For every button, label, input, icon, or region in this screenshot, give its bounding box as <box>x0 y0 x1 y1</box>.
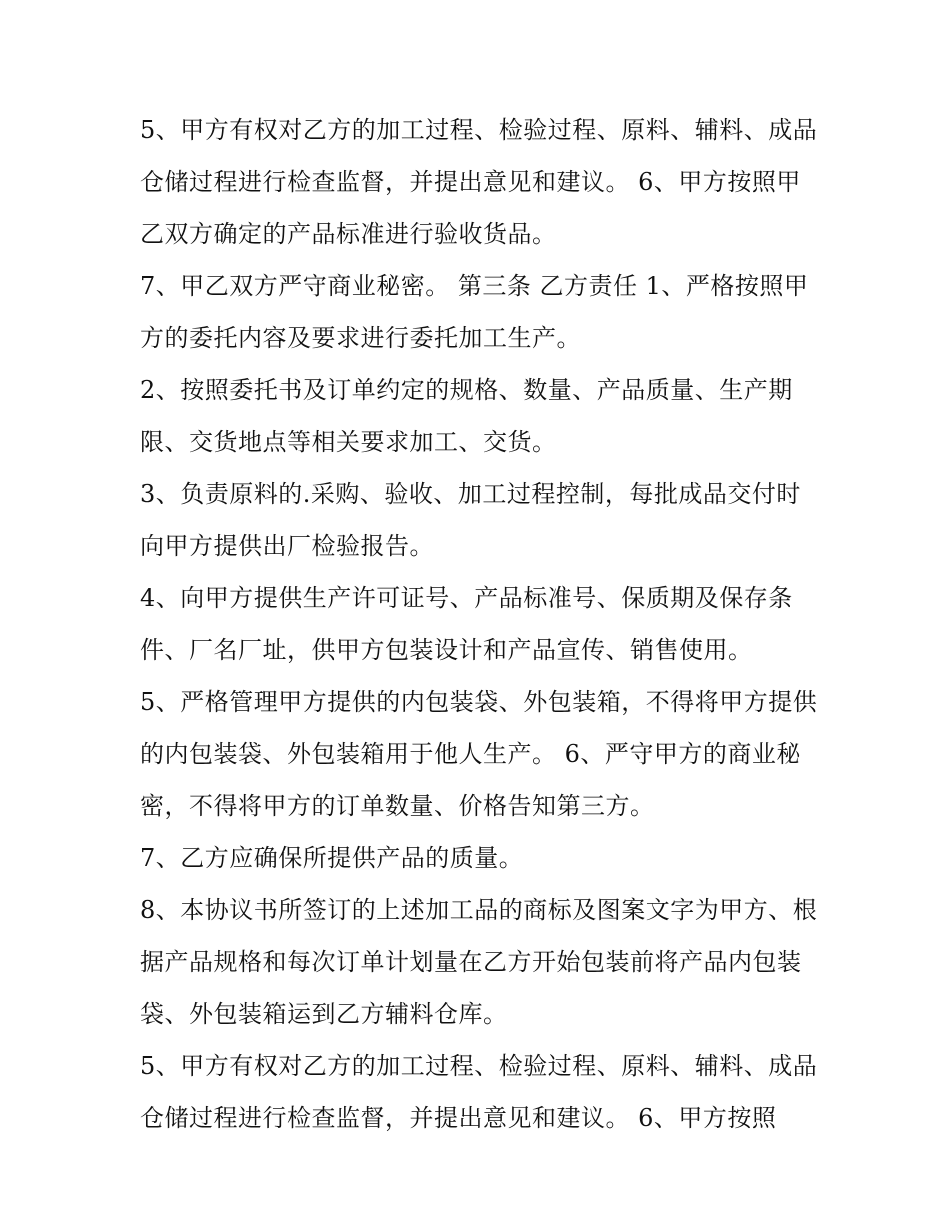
paragraph: 7、乙方应确保所提供产品的质量。 <box>140 844 524 872</box>
document-body <box>140 104 820 1144</box>
paragraph: 5、甲方有权对乙方的加工过程、检验过程、原料、辅料、成品仓储过程进行检查监督，并提出意见和建议。 6、甲方按照甲乙双方确定的产品标准进行验收货品。 <box>140 116 818 248</box>
paragraph: 4、向甲方提供生产许可证号、产品标准号、保质期及保存条件、厂名厂址，供甲方包装设计和产品宣传、销售使用。 <box>140 584 793 664</box>
paragraph: 5、严格管理甲方提供的内包装袋、外包装箱，不得将甲方提供的内包装袋、外包装箱用于他人生产。 6、严守甲方的商业秘密，不得将甲方的订单数量、价格告知第三方。 <box>140 688 818 820</box>
paragraph: 7、甲乙双方严守商业秘密。 第三条 乙方责任 1、严格按照甲方的委托内容及要求进行委托加工生产。 <box>140 272 809 352</box>
paragraph: 2、按照委托书及订单约定的规格、数量、产品质量、生产期限、交货地点等相关要求加工、交货。 <box>140 376 793 456</box>
paragraph: 5、甲方有权对乙方的加工过程、检验过程、原料、辅料、成品仓储过程进行检查监督，并提出意见和建议。 6、甲方按照 <box>140 1052 818 1132</box>
paragraph: 8、本协议书所签订的上述加工品的商标及图案文字为甲方、根据产品规格和每次订单计划量在乙方开始包装前将产品内包装袋、外包装箱运到乙方辅料仓库。 <box>140 896 818 1028</box>
paragraph: 3、负责原料的.采购、验收、加工过程控制，每批成品交付时向甲方提供出厂检验报告。 <box>140 480 801 560</box>
